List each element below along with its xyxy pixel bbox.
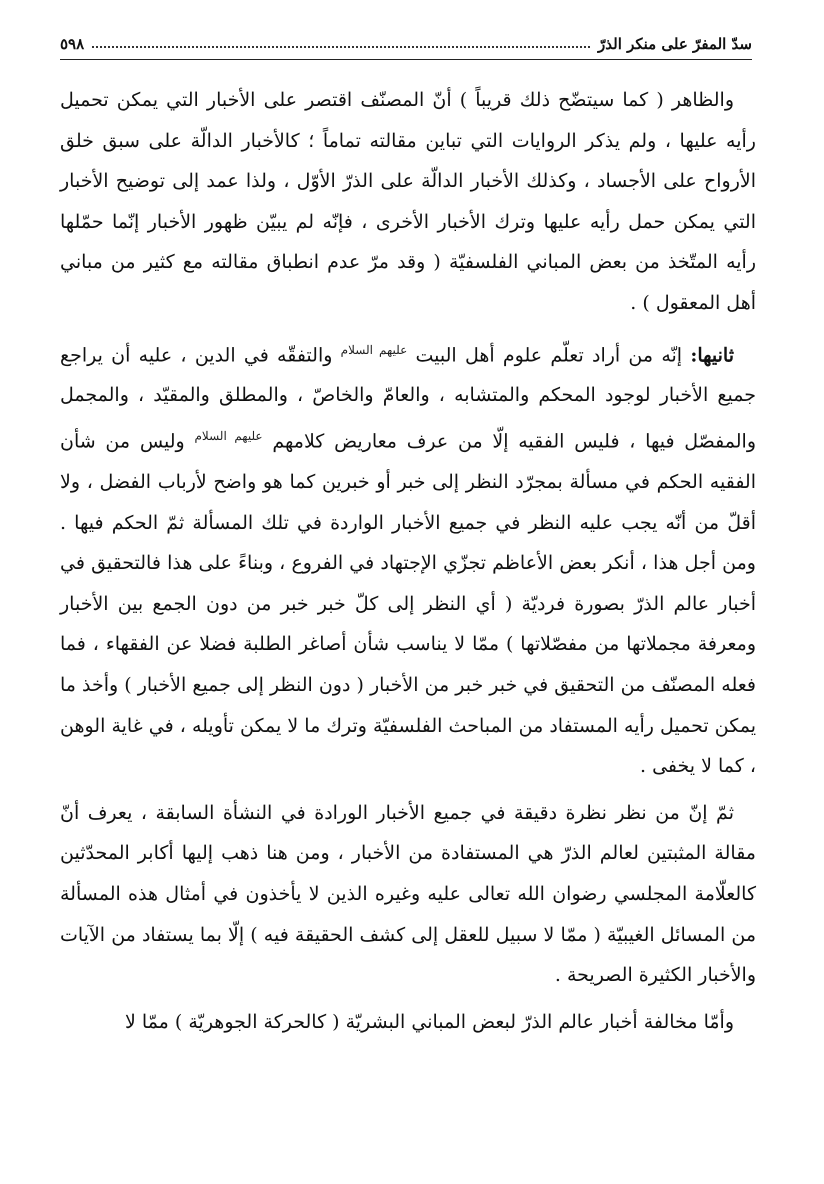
header-leader-dots bbox=[92, 45, 590, 48]
honorific-symbol-2: عليهم السلام bbox=[194, 429, 263, 444]
paragraph-2-lead: ثانيها: bbox=[690, 343, 734, 366]
paragraph-2-text-c: وليس من شأن الفقيه الحكم في مسألة بمجرّد النظر إلى خبر أو خبرين كما هو واضح لأرباب الفضل ، ولا أقلّ من أنّه يجب عليه النظر في جميع الأخبار الواردة في تلك المسألة ثمّ الحكم فيها . ومن أجل هذا ، أنكر بعض الأعاظم تجزّي الإجتهاد في الفروع ، وبناءً على هذا فالتحقيق في أخبار عالم الذرّ بصورة فرديّة ( أي النظر إلى كلّ خبر خبر من دون الجمع بين الأخبار ومعرفة مجملاتها من مفصّلاتها ) ممّا لا يناسب شأن أصاغر الطلبة فضلا عن الفقهاء ، فما فعله المصنّف من التحقيق في خبر خبر من الأخبار ( دون النظر إلى جميع الأخبار ) وأخذ ما يمكن تحميل رأيه المستفاد من المباحث الفلسفيّة وترك ما لا يمكن تأويله ، في غاية الوهن ، كما لا يخفى . bbox=[60, 430, 756, 778]
running-header bbox=[60, 30, 752, 60]
paragraph-2 bbox=[60, 330, 756, 787]
paragraph-1 bbox=[60, 80, 756, 324]
paragraph-2-text-b: والتفقّه في الدين ، عليه أن يراجع جميع الأخبار لوجود المحكم والمتشابه ، والعامّ والخاصّ ، والمطلق والمقيّد ، والمجمل والمفصّل فيها ، فليس الفقيه إلّا من عرف معاريض كلامهم bbox=[60, 343, 756, 453]
paragraph-2-text-a: إنّه من أراد تعلّم علوم أهل البيت bbox=[415, 343, 683, 366]
paragraph-4-text: وأمّا مخالفة أخبار عالم الذرّ لبعض المباني البشريّة ( كالحركة الجوهريّة ) ممّا لا bbox=[125, 1010, 734, 1033]
paragraph-3 bbox=[60, 793, 756, 996]
body-text bbox=[60, 80, 756, 1042]
paragraph-1-text: والظاهر ( كما سيتضّح ذلك قريباً ) أنّ المصنّف اقتصر على الأخبار التي يمكن تحميل رأيه عليها ، ولم يذكر الروايات التي تباين مقالته تماماً ؛ كالأخبار الدالّة على سبق خلق الأرواح على الأجساد ، وكذلك الأخبار الدالّة على الذرّ الأوّل ، ولذا عمد إلى توضيح الأخبار التي يمكن حمل رأيه عليها وترك الأخبار الأخرى ، فإنّه لم يبيّن ظهور الأخبار إنّما حمّلها رأيه المتّخذ من بعض المباني الفلسفيّة ( وقد مرّ عدم انطباق مقالته مع كثير من مباني أهل المعقول ) . bbox=[60, 89, 756, 314]
paragraph-3-text: ثمّ إنّ من نظر نظرة دقيقة في جميع الأخبار الورادة في النشأة السابقة ، يعرف أنّ مقالة المثبتين لعالم الذرّ هي المستفادة من الأخبار ، ومن هنا ذهب إليها أكابر المحدّثين كالعلّامة المجلسي رضوان الله تعالى عليه وغيره الذين لا يأخذون في أمثال هذه المسألة من المسائل الغيبيّة ( ممّا لا سبيل للعقل إلى كشف الحقيقة فيه ) إلّا بما يستفاد من الآيات والأخبار الكثيرة الصريحة . bbox=[60, 801, 756, 987]
running-title: سدّ المفرّ على منكر الذرّ bbox=[598, 35, 752, 53]
honorific-symbol-1: عليهم السلام bbox=[340, 342, 408, 357]
page-number: ٥٩٨ bbox=[60, 35, 85, 53]
paragraph-4 bbox=[60, 1002, 756, 1043]
